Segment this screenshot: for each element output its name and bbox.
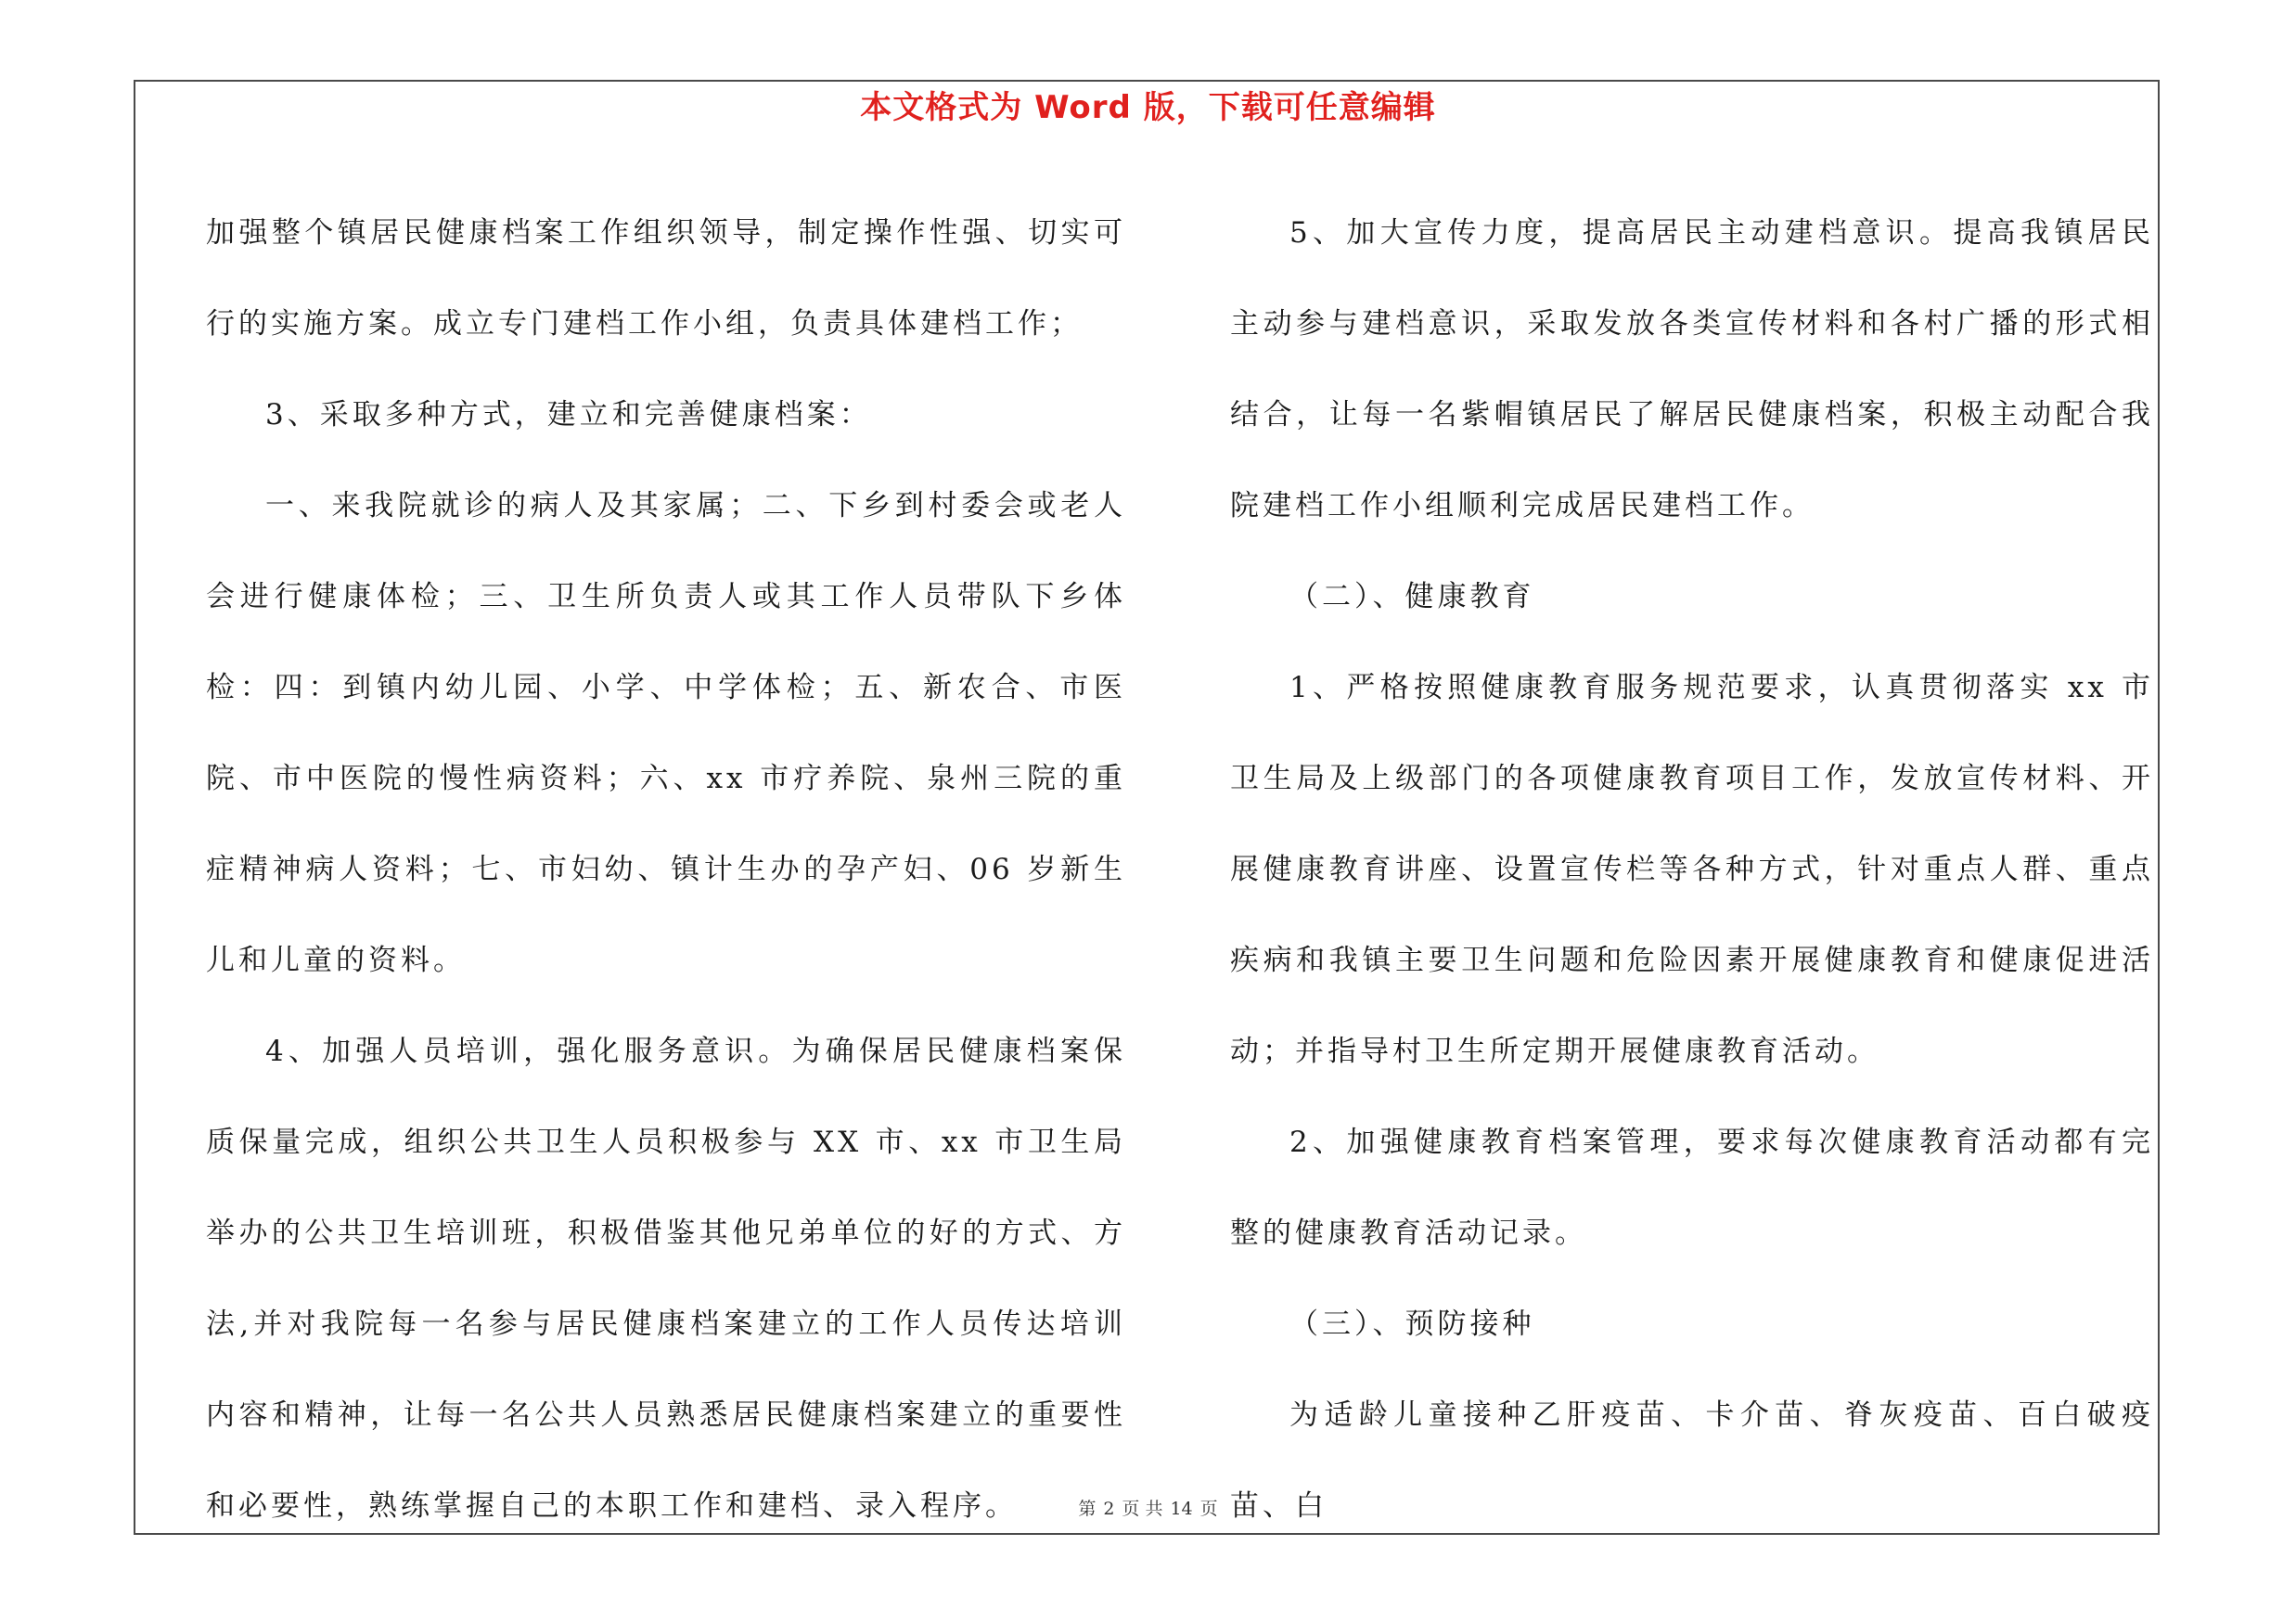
paragraph-item-4: 4、加强人员培训，强化服务意识。为确保居民健康档案保质保量完成，组织公共卫生人员积极参与 XX 市、xx 市卫生局举办的公共卫生培训班，积极借鉴其他兄弟单位的好的方式、方法,并对我院每一名参与居民健康档案建立的工作人员传达培训内容和精神，让每一名公共人员熟悉居民健康档案建立的重要性和必要性，熟练掌握自己的本职工作和建档、录入程序。 [206,1035,1126,1523]
footer-middle: 页 共 [1122,1499,1163,1519]
right-text-column [1230,187,2154,1552]
document-banner: 本文格式为 Word 版，下载可任意编辑 [860,89,1436,126]
paragraph-item-3: 3、采取多种方式，建立和完善健康档案： [265,398,872,432]
page-footer [0,1496,2296,1522]
left-text-column [206,187,1126,1552]
footer-page-number: 2 [1103,1499,1115,1519]
paragraph-vaccination: 为适龄儿童接种乙肝疫苗、卡介苗、脊灰疫苗、百白破疫苗、白 [1230,1398,2154,1523]
paragraph-item-5: 5、加大宣传力度，提高居民主动建档意识。提高我镇居民主动参与建档意识，采取发放各类宣传材料和各村广播的形式相结合，让每一名紫帽镇居民了解居民健康档案，积极主动配合我院建档工作小组顺利完成居民建档工作。 [1230,216,2154,522]
footer-suffix: 页 [1199,1499,1218,1519]
section-heading-vaccination: （三）、预防接种 [1289,1307,1535,1341]
footer-prefix: 第 [1078,1499,1097,1519]
paragraph-source-list: 一、来我院就诊的病人及其家属；二、下乡到村委会或老人会进行健康体检；三、卫生所负责人或其工作人员带队下乡体检：四：到镇内幼儿园、小学、中学体检；五、新农合、市医院、市中医院的慢性病资料；六、xx 市疗养院、泉州三院的重症精神病人资料；七、市妇幼、镇计生办的孕产妇、06 岁新生儿和儿童的资料。 [206,489,1126,977]
paragraph-education-item-1: 1、严格按照健康教育服务规范要求，认真贯彻落实 xx 市卫生局及上级部门的各项健康教育项目工作，发放宣传材料、开展健康教育讲座、设置宣传栏等各种方式，针对重点人群、重点疾病和我镇主要卫生问题和危险因素开展健康教育和健康促进活动；并指导村卫生所定期开展健康教育活动。 [1230,671,2154,1068]
section-heading-health-education: （二）、健康教育 [1289,580,1535,613]
footer-total-pages: 14 [1170,1499,1193,1519]
paragraph-education-item-2: 2、加强健康教育档案管理，要求每次健康教育活动都有完整的健康教育活动记录。 [1230,1126,2154,1250]
paragraph-continuation: 加强整个镇居民健康档案工作组织领导，制定操作性强、切实可行的实施方案。成立专门建档工作小组，负责具体建档工作； [206,216,1126,341]
